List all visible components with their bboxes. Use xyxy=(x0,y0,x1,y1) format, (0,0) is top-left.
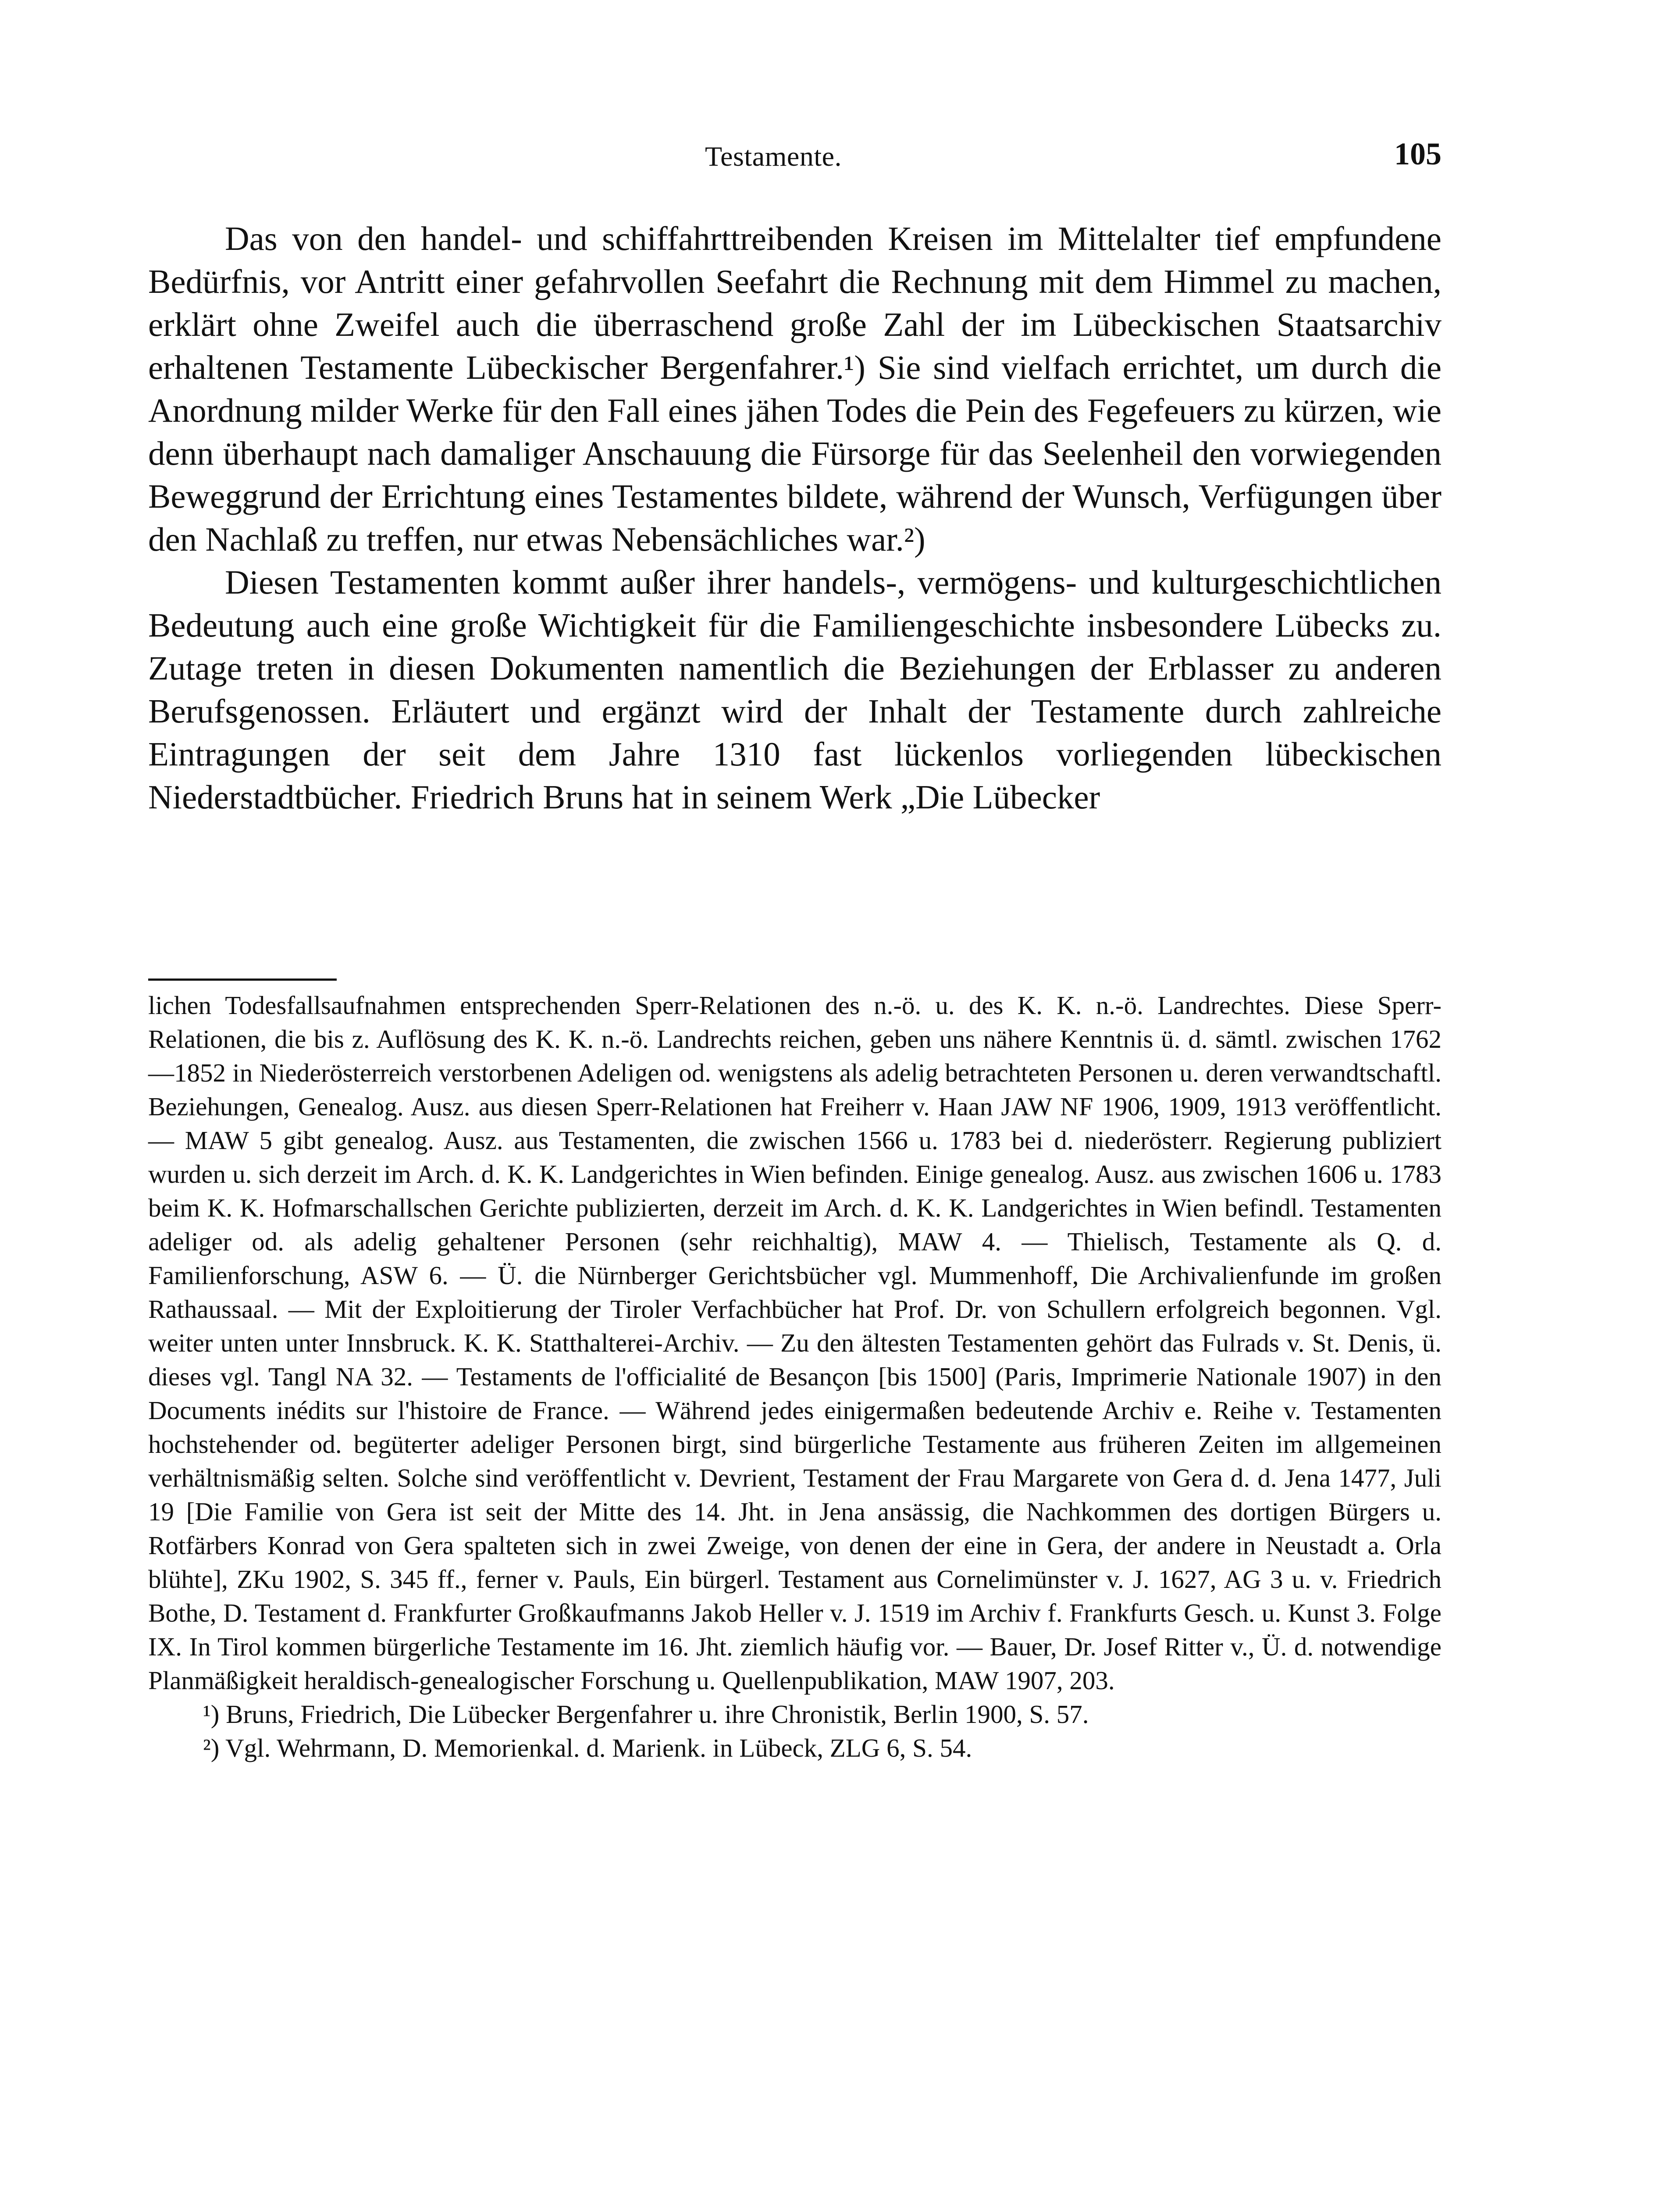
footnote-continuation: lichen Todesfallsaufnahmen entsprechenden Sperr-Relationen des n.-ö. u. des K. K. n.-ö. Landrechtes. Diese Sperr-Relationen, die bis z. Auflösung des K. K. n.-ö. Landrechts reichen, geben uns nähere Kenntnis ü. d. sämtl. zwischen 1762—1852 in Niederösterreich verstorbenen Adeligen od. wenigstens als adelig betrachteten Personen u. deren verwandtschaftl. Beziehungen, Genealog. Ausz. aus diesen Sperr-Relationen hat Freiherr v. Haan JAW NF 1906, 1909, 1913 veröffentlicht. — MAW 5 gibt genealog. Ausz. aus Testamenten, die zwischen 1566 u. 1783 bei d. niederösterr. Regierung publiziert wurden u. sich derzeit im Arch. d. K. K. Landgerichtes in Wien befinden. Einige genealog. Ausz. aus zwischen 1606 u. 1783 beim K. K. Hofmarschallschen Gerichte publizierten, derzeit im Arch. d. K. K. Landgerichtes in Wien befindl. Testamenten adeliger od. als adelig gehaltener Personen (sehr reichhaltig), MAW 4. — Thielisch, Testamente als Q. d. Familienforschung, ASW 6. — Ü. die Nürnberger Gerichtsbücher vgl. Mummenhoff, Die Archivalienfunde im großen Rathaussaal. — Mit der Exploitierung der Tiroler Verfachbücher hat Prof. Dr. von Schullern erfolgreich begonnen. Vgl. weiter unten unter Innsbruck. K. K. Statthalterei-Archiv. — Zu den ältesten Testamenten gehört das Fulrads v. St. Denis, ü. dieses vgl. Tangl NA 32. — Testaments de l'officialité de Besançon [bis 1500] (Paris, Imprimerie Nationale 1907) in den Documents inédits sur l'histoire de France. — Während jedes einigermaßen bedeutende Archiv e. Reihe v. Testamenten hochstehender od. begüterter adeliger Personen birgt, sind bürgerliche Testamente aus früheren Zeiten im allgemeinen verhältnismäßig selten. Solche sind veröffentlicht v. Devrient, Testament der Frau Margarete von Gera d. d. Jena 1477, Juli 19 [Die Familie von Gera ist seit der Mitte des 14. Jht. in Jena ansässig, die Nachkommen des dortigen Bürgers u. Rotfärbers Konrad von Gera spalteten sich in zwei Zweige, von denen der eine in Gera, der andere in Neustadt a. Orla blühte], ZKu 1902, S. 345 ff., ferner v. Pauls, Ein bürgerl. Testament aus Cornelimünster v. J. 1627, AG 3 u. v. Friedrich Bothe, D. Testament d. Frankfurter Großkaufmanns Jakob Heller v. J. 1519 im Archiv f. Frankfurts Gesch. u. Kunst 3. Folge IX. In Tirol kommen bürgerliche Testamente im 16. Jht. ziemlich häufig vor. — Bauer, Dr. Josef Ritter v., Ü. d. notwendige Planmäßigkeit heraldisch-genealogischer Forschung u. Quellenpublikation, MAW 1907, 203. xyxy=(148,991,1442,1695)
page-header xyxy=(148,132,1442,184)
footnotes xyxy=(148,989,1442,1765)
footnote-1: ¹) Bruns, Friedrich, Die Lübecker Bergenfahrer u. ihre Chronistik, Berlin 1900, S. 57. xyxy=(203,1700,1089,1729)
footnote-separator-rule xyxy=(148,979,337,981)
footnote-2: ²) Vgl. Wehrmann, D. Memorienkal. d. Marienk. in Lübeck, ZLG 6, S. 54. xyxy=(203,1733,972,1762)
main-text xyxy=(148,217,1442,818)
running-title: Testamente. xyxy=(705,141,842,172)
body-paragraph-1: Das von den handel- und schiffahrttreibenden Kreisen im Mittelalter tief empfundene Bedürfnis, vor Antritt einer gefahrvollen Seefahrt die Rechnung mit dem Himmel zu machen, erklärt ohne Zweifel auch die überraschend große Zahl der im Lübeckischen Staatsarchiv erhaltenen Testamente Lübeckischer Bergenfahrer.¹) Sie sind vielfach errichtet, um durch die Anordnung milder Werke für den Fall eines jähen Todes die Pein des Fegefeuers zu kürzen, wie denn überhaupt nach damaliger Anschauung die Fürsorge für das Seelenheil den vorwiegenden Beweggrund der Errichtung eines Testamentes bildete, während der Wunsch, Verfügungen über den Nachlaß zu treffen, nur etwas Nebensächliches war.²) xyxy=(148,220,1442,558)
page-number: 105 xyxy=(1394,136,1442,171)
body-paragraph-2: Diesen Testamenten kommt außer ihrer handels-, vermögens- und kulturgeschichtlichen Bedeutung auch eine große Wichtigkeit für die Familiengeschichte insbesondere Lübecks zu. Zutage treten in diesen Dokumenten namentlich die Beziehungen der Erblasser zu anderen Berufsgenossen. Erläutert und ergänzt wird der Inhalt der Testamente durch zahlreiche Eintragungen der seit dem Jahre 1310 fast lückenlos vorliegenden lübeckischen Niederstadtbücher. Friedrich Bruns hat in seinem Werk „Die Lübecker xyxy=(148,563,1442,816)
